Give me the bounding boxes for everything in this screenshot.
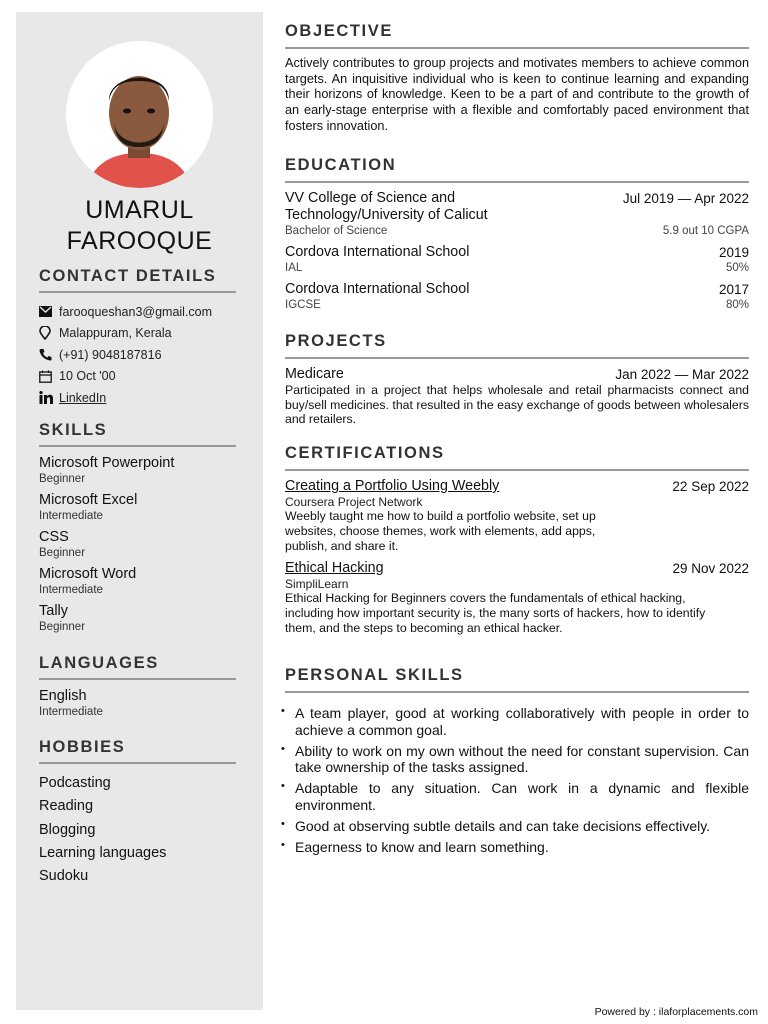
envelope-icon	[39, 306, 59, 317]
score: 5.9 out 10 CGPA	[662, 225, 749, 237]
personal-skills-heading: PERSONAL SKILLS	[285, 666, 749, 693]
hobby-item: Sudoku	[39, 868, 89, 885]
calendar-icon	[39, 370, 59, 383]
linkedin-icon	[39, 391, 59, 404]
certification-title[interactable]: Creating a Portfolio Using Weebly	[285, 478, 500, 494]
skill-item	[39, 529, 236, 560]
objective-heading: OBJECTIVE	[285, 22, 749, 49]
list-item: • Adaptable to any situation. Can work in a dynamic and flexible environment.	[285, 780, 749, 813]
contact-heading: CONTACT DETAILS	[39, 267, 236, 293]
phone-text: (+91) 9048187816	[59, 347, 162, 362]
objective-text: Actively contributes to group projects and motivates members to achieve common targets. An inquisitive individual who is keen to continue learning and expanding their horizons of knowledge. Keen to be a part of and contribute to the growth of an early-stage enterprise with a flexible and comfortably paced environment that fosters innovation.	[285, 56, 749, 133]
languages-section	[39, 654, 236, 725]
project-title: Medicare	[285, 366, 344, 382]
hobby-item: Blogging	[39, 821, 96, 838]
candidate-name: UMARUL FAROOQUE	[66, 196, 213, 255]
education-item	[285, 190, 749, 238]
projects-section	[285, 332, 749, 427]
education-dates: 2017	[718, 282, 749, 297]
certification-org: Coursera Project Network	[285, 495, 423, 509]
hobby-item: Reading	[39, 798, 94, 815]
score: 80%	[725, 299, 749, 311]
objective-section	[285, 22, 749, 135]
skill-item	[39, 492, 236, 523]
profile-photo	[66, 41, 213, 188]
hobby-item: Learning languages	[39, 844, 167, 861]
school-name: Cordova International School	[285, 281, 470, 297]
skill-item	[39, 603, 236, 634]
skill-name: Microsoft Excel	[39, 492, 138, 508]
dob-text: 10 Oct '00	[59, 369, 116, 384]
certification-item	[285, 478, 749, 554]
skill-name: Microsoft Word	[39, 566, 137, 582]
email-row	[39, 301, 236, 323]
certification-description: Weebly taught me how to build a portfolio website, set up websites, choose themes, work with elements, add apps, publish, and share it.	[285, 509, 596, 553]
linkedin-row[interactable]	[39, 387, 236, 409]
degree: IGCSE	[285, 299, 321, 311]
projects-heading: PROJECTS	[285, 332, 749, 359]
phone-icon	[39, 348, 59, 361]
skill-level: Intermediate	[39, 584, 103, 596]
location-text: Malappuram, Kerala	[59, 326, 172, 341]
hobbies-section	[39, 738, 236, 888]
personal-skills-section	[285, 666, 749, 860]
languages-heading: LANGUAGES	[39, 654, 236, 680]
education-dates: Jul 2019 — Apr 2022	[622, 191, 749, 206]
education-section	[285, 156, 749, 318]
skill-level: Beginner	[39, 473, 86, 485]
skills-section	[39, 421, 236, 640]
certification-org: SimpliLearn	[285, 577, 349, 591]
location-pin-icon	[39, 326, 59, 340]
education-dates: 2019	[718, 245, 749, 260]
list-item: • Eagerness to know and learn something.	[285, 839, 749, 856]
education-heading: EDUCATION	[285, 156, 749, 183]
phone-row	[39, 344, 236, 366]
skill-name: Tally	[39, 603, 69, 619]
hobbies-heading: HOBBIES	[39, 738, 236, 764]
education-item	[285, 281, 749, 312]
location-row	[39, 323, 236, 345]
personal-skills-list	[285, 705, 749, 855]
email-text: farooqueshan3@gmail.com	[59, 304, 213, 319]
project-dates: Jan 2022 — Mar 2022	[615, 367, 749, 382]
list-item: • Good at observing subtle details and can take decisions effectively.	[285, 818, 749, 835]
list-item: • Ability to work on my own without the need for constant supervision. Can take ownership of the tasks assigned.	[285, 743, 749, 776]
language-level: Intermediate	[39, 706, 103, 718]
skill-name: CSS	[39, 529, 69, 545]
degree: Bachelor of Science	[285, 225, 388, 237]
skill-level: Intermediate	[39, 510, 103, 522]
skills-heading: SKILLS	[39, 421, 236, 447]
dob-row	[39, 366, 236, 388]
certification-date: 22 Sep 2022	[672, 479, 749, 494]
degree: IAL	[285, 262, 303, 274]
certification-title[interactable]: Ethical Hacking	[285, 560, 384, 576]
skill-level: Beginner	[39, 547, 86, 559]
project-description: Participated in a project that helps wholesale and retail pharmacists connect and buy/sell medicines. that resulted in the easy exchange of goods between wholesalers and retailers.	[285, 383, 749, 426]
footer-credit: Powered by : ilaforplacements.com	[594, 1006, 758, 1018]
hobby-item: Podcasting	[39, 775, 111, 791]
certifications-section	[285, 444, 749, 636]
certification-date: 29 Nov 2022	[672, 561, 749, 576]
list-item: • A team player, good at working collaboratively with people in order to achieve a common goal.	[285, 705, 749, 738]
certification-item	[285, 560, 749, 636]
score: 50%	[725, 262, 749, 274]
certifications-heading: CERTIFICATIONS	[285, 444, 749, 471]
contact-section	[39, 267, 236, 409]
certification-description: Ethical Hacking for Beginners covers the fundamentals of ethical hacking, including how important security is, the many sorts of hackers, how to identify them, and the steps to becoming an ethical hacker.	[285, 591, 706, 635]
language-name: English	[39, 688, 87, 704]
education-item	[285, 244, 749, 275]
linkedin-link[interactable]: LinkedIn	[59, 390, 107, 405]
school-name: Cordova International School	[285, 244, 470, 260]
sidebar	[16, 12, 263, 1010]
skill-item	[39, 455, 236, 486]
skill-item	[39, 566, 236, 597]
skill-name: Microsoft Powerpoint	[39, 455, 175, 471]
school-name: VV College of Science and Technology/University of Calicut	[285, 190, 488, 223]
project-item	[285, 366, 749, 427]
skill-level: Beginner	[39, 621, 86, 633]
language-item	[39, 688, 236, 719]
